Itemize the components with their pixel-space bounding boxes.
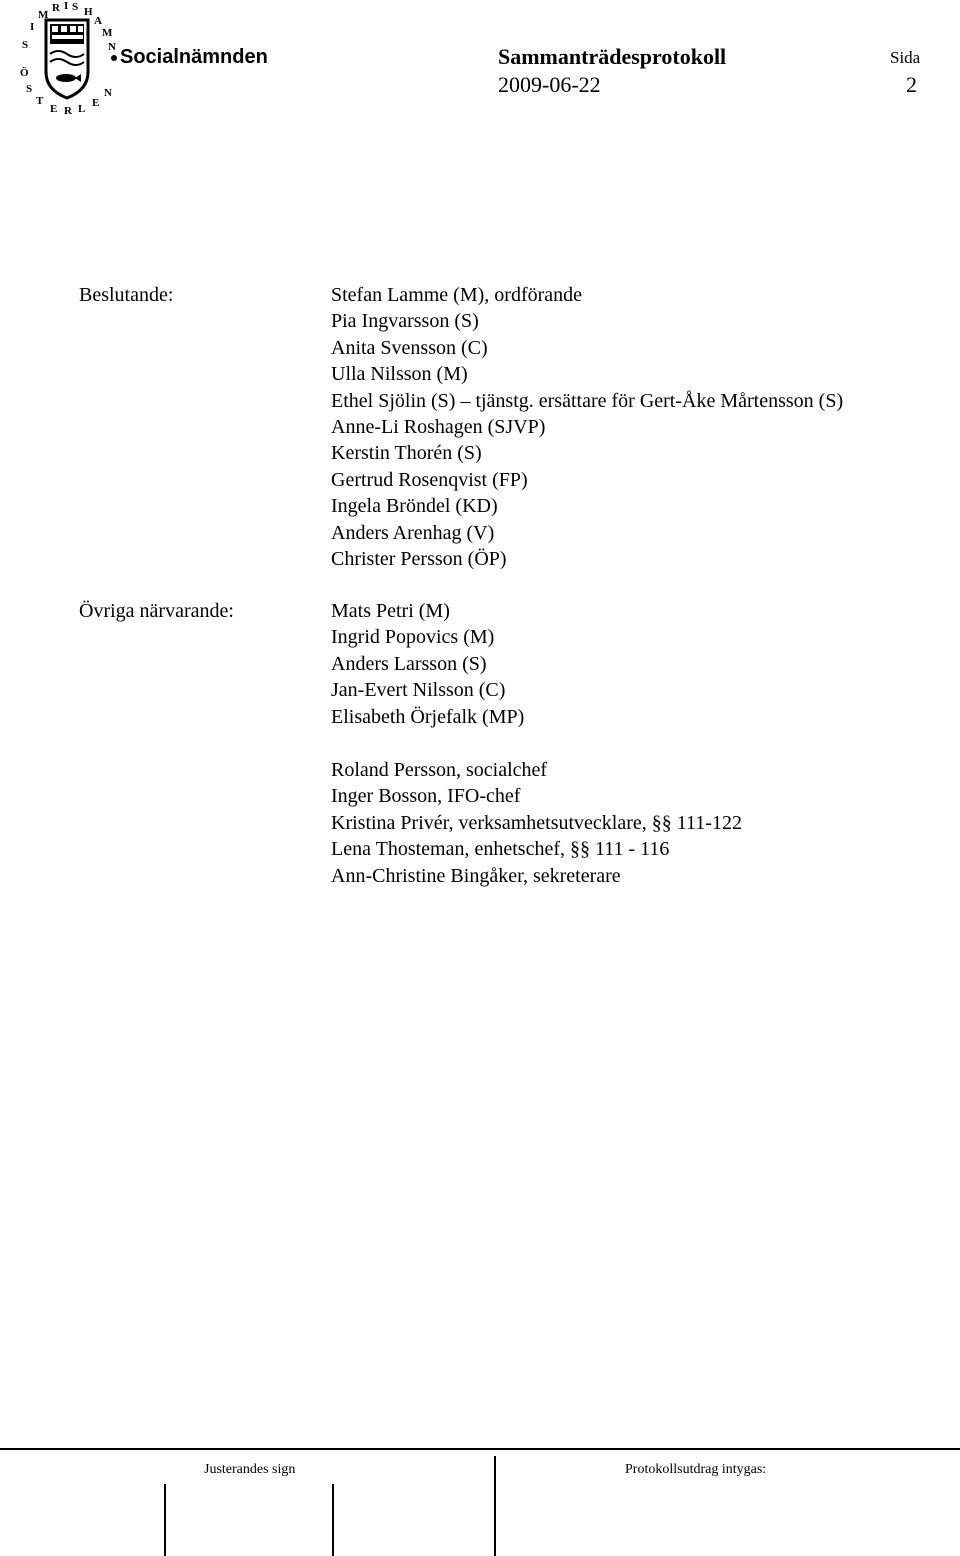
list-item: Pia Ingvarsson (S) [331, 310, 479, 333]
list-item: Roland Persson, socialchef [331, 759, 548, 781]
svg-text:Ö: Ö [20, 67, 29, 79]
list-item: Inger Bosson, IFO-chef [331, 785, 521, 808]
list-item: Ingrid Popovics (M) [331, 626, 495, 649]
svg-text:N: N [108, 41, 116, 53]
footer-column-divider [494, 1456, 496, 1556]
signature-box-divider [164, 1484, 166, 1556]
svg-text:H: H [84, 6, 93, 18]
list-item: Stefan Lamme (M), ordförande [331, 284, 583, 306]
others-present-label: Övriga närvarande: [79, 600, 234, 622]
bullet-icon [111, 55, 117, 61]
svg-text:E: E [50, 103, 58, 115]
svg-text:R: R [52, 2, 60, 14]
signature-box-divider [332, 1484, 334, 1556]
svg-text:E: E [92, 97, 100, 109]
svg-text:S: S [22, 39, 29, 51]
page-label: Sida [890, 48, 921, 67]
svg-text:S: S [26, 83, 33, 95]
page-number: 2 [906, 72, 917, 97]
svg-text:R: R [64, 105, 72, 117]
footer-rule [0, 1448, 960, 1450]
list-item: Ulla Nilsson (M) [331, 363, 468, 386]
list-item: Anita Svensson (C) [331, 336, 488, 359]
list-item: Ingela Bröndel (KD) [331, 495, 498, 518]
list-item: Lena Thosteman, enhetschef, §§ 111 - 116 [331, 838, 670, 861]
officials-list [331, 757, 742, 889]
list-item: Anne-Li Roshagen (SJVP) [331, 416, 546, 439]
svg-text:T: T [36, 95, 44, 107]
decision-makers-list [331, 282, 843, 572]
svg-text:A: A [94, 15, 102, 27]
list-item: Mats Petri (M) [331, 600, 450, 622]
list-item: Kristina Privér, verksamhetsutvecklare, §§ 111-122 [331, 811, 742, 834]
others-present-list [331, 598, 524, 730]
svg-text:L: L [78, 103, 86, 115]
list-item: Gertrud Rosenqvist (FP) [331, 468, 528, 491]
list-item: Anders Arenhag (V) [331, 521, 495, 544]
list-item: Ethel Sjölin (S) – tjänstg. ersättare för Gert-Åke Mårtensson (S) [331, 389, 844, 412]
document-title: Sammanträdesprotokoll [498, 44, 727, 69]
svg-text:M: M [102, 27, 113, 39]
municipal-coat-of-arms-logo [6, 2, 126, 120]
svg-text:S: S [72, 2, 79, 13]
svg-text:I: I [30, 21, 35, 33]
extract-label: Protokollsutdrag intygas: [625, 1462, 767, 1477]
list-item: Kerstin Thorén (S) [331, 442, 482, 465]
svg-text:N: N [104, 87, 112, 99]
department-name: Socialnämnden [120, 46, 268, 68]
svg-text:M: M [38, 9, 49, 21]
list-item: Ann-Christine Bingåker, sekreterare [331, 864, 621, 887]
svg-text:I: I [64, 2, 69, 12]
signature-label: Justerandes sign [204, 1462, 296, 1477]
list-item: Elisabeth Örjefalk (MP) [331, 705, 525, 728]
list-item: Jan-Evert Nilsson (C) [331, 679, 506, 702]
meeting-date: 2009-06-22 [498, 72, 601, 97]
decision-makers-label: Beslutande: [79, 284, 174, 306]
list-item: Anders Larsson (S) [331, 652, 487, 675]
list-item: Christer Persson (ÖP) [331, 548, 507, 571]
